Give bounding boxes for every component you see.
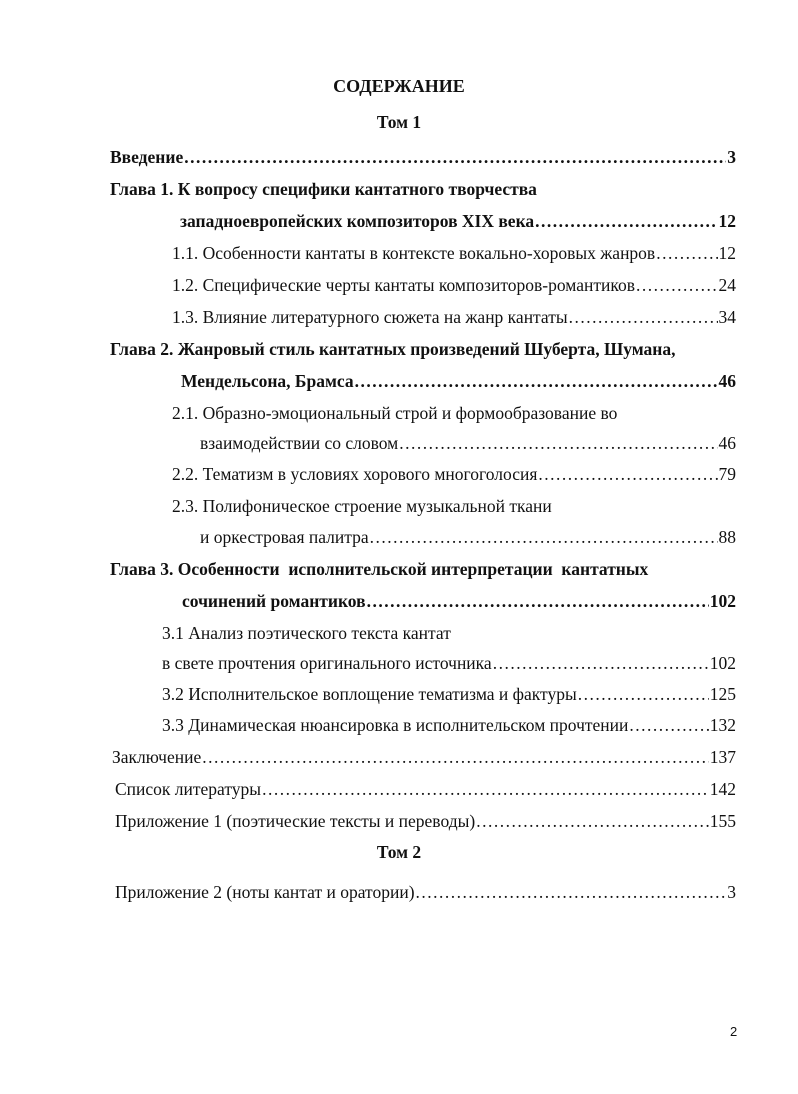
entry-text: 3.2 Исполнительское воплощение тематизма и фактуры: [162, 684, 577, 704]
toc-entry-chapter-3-cont[interactable]: [182, 589, 736, 613]
toc-entry-chapter-1[interactable]: [110, 177, 537, 201]
dot-leader: [399, 431, 717, 455]
entry-page: 24: [718, 275, 736, 295]
entry-text: Глава 2. Жанровый стиль кантатных произведений Шуберта, Шумана,: [110, 339, 676, 359]
entry-text: взаимодействии со словом: [200, 433, 399, 453]
page-number: 2: [730, 1024, 738, 1039]
entry-page: 125: [709, 684, 736, 704]
dot-leader: [656, 241, 717, 265]
entry-page: 102: [709, 591, 736, 611]
entry-text: 3.1 Анализ поэтического текста кантат: [162, 623, 451, 643]
entry-page: 12: [718, 211, 736, 231]
entry-text: Приложение 2 (ноты кантат и оратории): [115, 882, 415, 902]
entry-text: западноевропейских композиторов XIX века: [180, 211, 535, 231]
dot-leader: [184, 145, 726, 169]
toc-entry-3-3[interactable]: [162, 713, 736, 737]
dot-leader: [355, 369, 718, 393]
toc-entry-1-1[interactable]: [172, 241, 736, 265]
entry-text: 2.2. Тематизм в условиях хорового многоголосия: [172, 464, 538, 484]
toc-entry-2-3-cont[interactable]: [200, 525, 736, 549]
toc-entry-2-1-cont[interactable]: [200, 431, 736, 455]
toc-entry-chapter-2-cont[interactable]: [181, 369, 736, 393]
entry-page: 46: [718, 433, 736, 453]
dot-leader: [370, 525, 718, 549]
dot-leader: [629, 713, 708, 737]
entry-page: 79: [718, 464, 736, 484]
entry-text: и оркестровая палитра: [200, 527, 369, 547]
toc-entry-1-3[interactable]: [172, 305, 736, 329]
entry-page: 3: [727, 147, 736, 167]
toc-entry-appendix-1[interactable]: [115, 809, 736, 833]
toc-entry-chapter-2[interactable]: [110, 337, 676, 361]
entry-page: 3: [727, 882, 736, 902]
entry-page: 88: [718, 527, 736, 547]
toc-entry-3-1[interactable]: [162, 621, 451, 645]
toc-entry-2-3[interactable]: [172, 494, 552, 518]
toc-entry-bibliography[interactable]: [115, 777, 736, 801]
toc-entry-3-1-cont[interactable]: [162, 651, 736, 675]
toc-title: СОДЕРЖАНИЕ: [333, 76, 465, 96]
toc-entry-1-2[interactable]: [172, 273, 736, 297]
entry-text: Глава 3. Особенности исполнительской интерпретации кантатных: [110, 559, 649, 579]
toc-entry-chapter-3[interactable]: [110, 557, 648, 581]
entry-page: 155: [709, 811, 736, 831]
entry-page: 34: [718, 307, 736, 327]
toc-entry-chapter-1-cont[interactable]: [180, 209, 736, 233]
entry-text: 1.1. Особенности кантаты в контексте вокально-хоровых жанров: [172, 243, 656, 263]
toc-entry-introduction[interactable]: [110, 145, 736, 169]
toc-entry-appendix-2[interactable]: [115, 880, 736, 904]
dot-leader: [262, 777, 709, 801]
entry-page: 102: [709, 653, 736, 673]
entry-text: Приложение 1 (поэтические тексты и переводы): [115, 811, 476, 831]
dot-leader: [578, 682, 709, 706]
entry-text: Мендельсона, Брамса: [181, 371, 354, 391]
toc-entry-3-2[interactable]: [162, 682, 736, 706]
entry-text: в свете прочтения оригинального источника: [162, 653, 492, 673]
toc-entry-2-1[interactable]: [172, 401, 617, 425]
dot-leader: [569, 305, 718, 329]
toc-entry-conclusion[interactable]: [112, 745, 736, 769]
entry-page: 132: [709, 715, 736, 735]
entry-text: 1.2. Специфические черты кантаты композиторов-романтиков: [172, 275, 635, 295]
dot-leader: [476, 809, 709, 833]
volume-2-heading: Том 2: [376, 842, 422, 862]
entry-text: 2.1. Образно-эмоциональный строй и формообразование во: [172, 403, 618, 423]
dot-leader: [416, 880, 727, 904]
dot-leader: [493, 651, 709, 675]
entry-text: 3.3 Динамическая нюансировка в исполнительском прочтении: [162, 715, 629, 735]
entry-text: сочинений романтиков: [182, 591, 366, 611]
entry-text: Заключение: [112, 747, 202, 767]
entry-page: 142: [709, 779, 736, 799]
entry-text: 1.3. Влияние литературного сюжета на жанр кантаты: [172, 307, 568, 327]
dot-leader: [636, 273, 718, 297]
entry-page: 12: [718, 243, 736, 263]
entry-text: Список литературы: [115, 779, 262, 799]
toc-entry-2-2[interactable]: [172, 462, 736, 486]
dot-leader: [535, 209, 717, 233]
entry-text: Глава 1. К вопросу специфики кантатного творчества: [110, 179, 537, 199]
entry-text: Введение: [110, 147, 184, 167]
volume-1-heading: Том 1: [376, 112, 422, 132]
dot-leader: [202, 745, 709, 769]
dot-leader: [538, 462, 717, 486]
entry-page: 137: [709, 747, 736, 767]
dot-leader: [367, 589, 709, 613]
entry-text: 2.3. Полифоническое строение музыкальной ткани: [172, 496, 552, 516]
entry-page: 46: [718, 371, 736, 391]
